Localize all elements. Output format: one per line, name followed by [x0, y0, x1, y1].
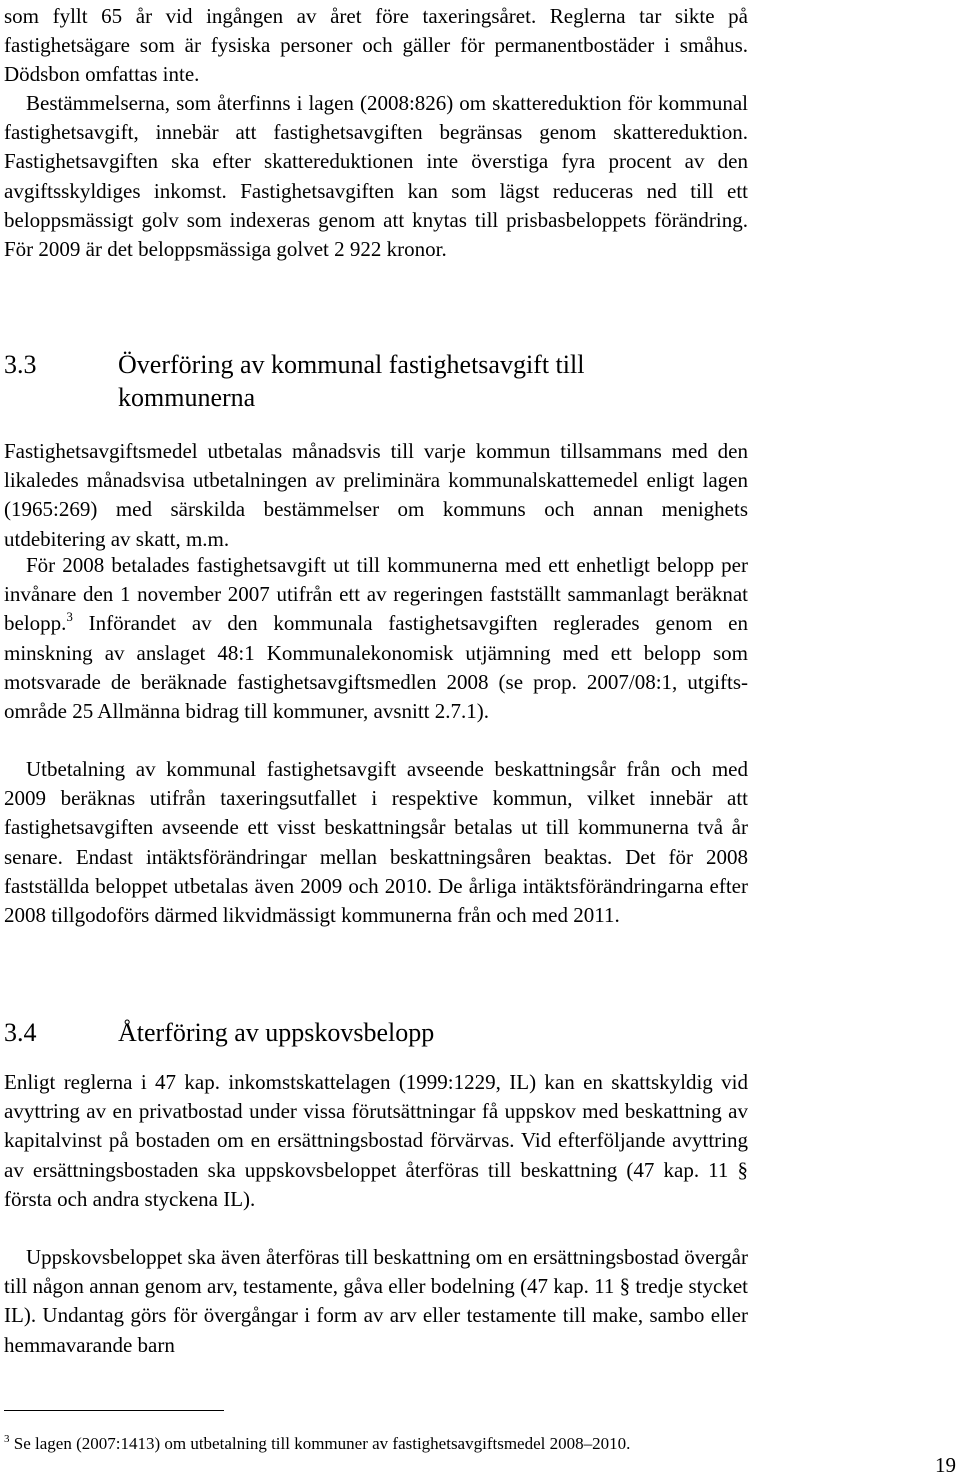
- footnote-number: 3: [4, 1433, 10, 1445]
- footnote-reference: 3: [66, 609, 73, 625]
- intro-paragraph-1: som fyllt 65 år vid ingången av året före taxeringsåret. Reglerna tar sikte på fastighetsägare som är fysiska personer och gäller för permanentbostäder i småhus. Dödsbon omfattas inte.: [4, 4, 748, 87]
- section-number: 3.4: [4, 1018, 37, 1047]
- footnote-divider: [4, 1410, 224, 1411]
- section-heading-3-3: [4, 348, 748, 414]
- section-3-4-paragraph-1: Enligt reglerna i 47 kap. inkomstskattelagen (1999:1229, IL) kan en skattskyldig vid avyttring av en privatbostad under vissa förutsättningar få uppskov med beskattning av kapitalvinst på bostaden om en ersättningsbostad förvärvas. Vid efterföljande avyttring av ersättningsbostaden ska uppskovsbeloppet återföras till beskattning (47 kap. 11 § första och andra styckena IL).: [4, 1070, 748, 1211]
- section-number: 3.3: [4, 350, 37, 379]
- section-3-3-paragraph-3: Utbetalning av kommunal fastighetsavgift avseende beskattningsår från och med 2009 beräknas utifrån taxeringsutfallet i respektive kommun, vilket innebär att fastighetsavgiften avseende ett visst beskattningsår betalas ut till kommunerna två år senare. Endast intäktsförändringar mellan beskattningsåren beaktas. Det för 2008 fastställda beloppet utbetalas även 2009 och 2010. De årliga intäktsförändringarna efter 2008 tillgodoförs därmed likvidmässigt kommunerna från och med 2011.: [4, 757, 748, 928]
- section-title: Överföring av kommunal fastighetsavgift till kommunerna: [118, 350, 585, 412]
- footnote-text: Se lagen (2007:1413) om utbetalning till kommuner av fastighetsavgiftsmedel 2008–2010.: [9, 1434, 631, 1453]
- paragraph-text-continued: Införandet av den kommunala fastighetsavgiften reglerades genom en minskning av anslaget 48:1 Kommunalekonomisk utjämning med ett belopp som motsvarade de beräknade fastighetsavgiftsmedlen 2008 (se prop. 2007/08:1, utgiftsområde 25 Allmänna bidrag till kommuner, avsnitt 2.7.1).: [4, 611, 748, 724]
- paragraph-text: För 2008 betalades fastighetsavgift ut till kommunerna med ett enhetligt belopp per invånare den 1 november 2007 utifrån ett av regeringen fastställt sammanlagt beräknat belopp.: [4, 553, 748, 636]
- section-heading-3-4: [4, 1016, 748, 1049]
- footnote: [4, 1434, 794, 1454]
- intro-paragraph-2: Bestämmelserna, som återfinns i lagen (2008:826) om skattereduktion för kommunal fastighetsavgift, innebär att fastighetsavgiften begränsas genom skattereduktion. Fastighetsavgiften ska efter skattereduktionen inte överstiga fyra procent av den avgiftsskyldiges inkomst. Fastighetsavgiften kan som lägst reduceras ned till ett beloppsmässigt golv som indexeras genom att knytas till prisbasbeloppets förändring. För 2009 är det beloppsmässiga golvet 2 922 kronor.: [4, 91, 748, 262]
- section-3-3-paragraph-1: Fastighetsavgiftsmedel utbetalas månadsvis till varje kommun tillsammans med den likaledes månadsvisa utbetalningen av preliminära kommunalskattemedel enligt lagen (1965:269) med särskilda bestämmelser om kommuns och annan menighets utdebitering av skatt, m.m.: [4, 439, 748, 551]
- section-title: Återföring av uppskovsbelopp: [118, 1018, 435, 1047]
- section-3-4-paragraph-2: Uppskovsbeloppet ska även återföras till beskattning om en ersättningsbostad övergår till någon annan genom arv, testamente, gåva eller bodelning (47 kap. 11 § tredje stycket IL). Undantag görs för övergångar i form av arv eller testamente till make, sambo eller hemmavarande barn: [4, 1245, 748, 1357]
- section-3-3-paragraph-2: [4, 551, 748, 726]
- page-number: 19: [935, 1453, 956, 1477]
